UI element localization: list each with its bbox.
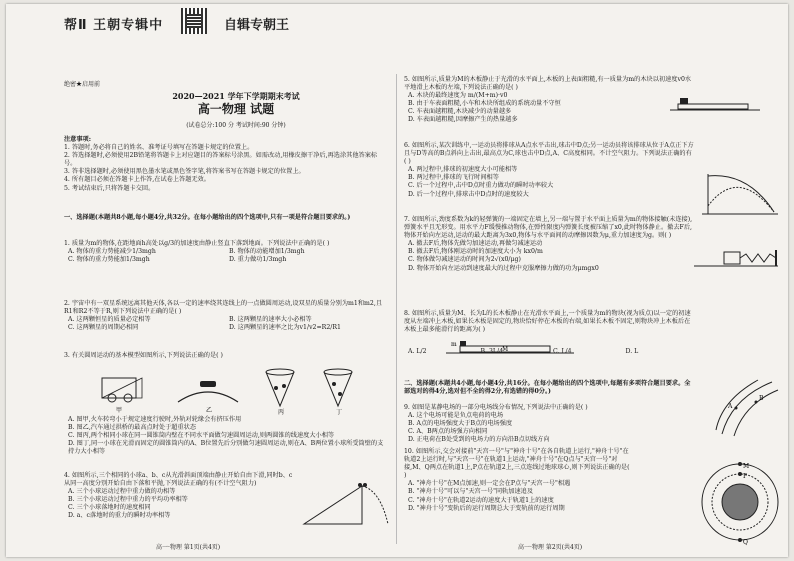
option-d: D. 车表面越粗糙,因摩擦产生的热量越多 — [408, 116, 518, 124]
note-item: 1. 答题时,务必将自己的姓名、准考证号填写在答题卡规定的位置上。 — [64, 144, 254, 152]
secret-mark: 绝密★启用前 — [64, 81, 101, 88]
option-b: B. 这两颗星的速率大小必相等 — [229, 316, 312, 324]
option-d: D. 后一个过程中,排球击中D点时的速度较大 — [408, 190, 529, 198]
fig-label-P: P — [743, 473, 748, 480]
question-stem: 5. 如图所示,质量为M的木板静止于光滑的水平面上,木板的上表面粗糙,有一质量为m的木块以初速度v0水平地滑上木板的左端,下列说法正确的是( ) — [404, 76, 692, 92]
q5-board-figure — [668, 96, 764, 116]
q7-spring-figure — [694, 250, 782, 270]
question-7 — [404, 216, 694, 273]
question-stem: 9. 如图是某静电场的一部分电场线分布情况,下列说法中正确的是( ) — [404, 404, 588, 411]
cone-funnel-figure — [324, 369, 352, 406]
option-a: A. 图甲,火车转弯小于规定速度行驶时,外轨对轮缘会有挤压作用 — [68, 416, 242, 423]
question-stem: 7. 如图所示,劲度系数为k的轻弹簧的一端固定在墙上,另一端与置于水平面上质量为m的物体接触(未连接),弹簧水平且无形变。用水平力F缓慢推动物体,在弹性限度内弹簧长度被压缩了x0,此时物体静止。撤去F后,物体开始向左运动,运动的最大距离为3x0,物体与水平面间的动摩擦因数为μ,重力加速度为g。则( ) — [404, 216, 693, 240]
question-3 — [64, 352, 386, 360]
section-two-heading: 二、选择题(本题共4小题,每小题4分,共16分。在每小题给出的四个选项中,每题有多项符合题目要求。全部选对的得4分,选对但不全的得2分,有选错的得0分。) — [404, 380, 691, 396]
option-b: B. 由于车表面粗糙,小车和木块所组成的系统动量不守恒 — [408, 100, 561, 108]
option-b: B. 撤去F后,物体刚运动时的加速度大小为 kx0/m — [408, 248, 543, 256]
fig-label-M: M — [743, 463, 750, 470]
option-a: A. L/2 — [408, 348, 427, 356]
option-b: B. 图乙,汽车通过拱桥的最高点时处于超重状态 — [68, 424, 197, 432]
q9-field-lines-figure — [712, 378, 782, 438]
exam-sheet — [6, 4, 788, 557]
option-c: C. 三个小球落地时的速度相同 — [68, 504, 151, 512]
cone-bowl-figure — [266, 369, 294, 406]
fig-label-A: A — [728, 403, 733, 410]
option-b: B. 三个小球运动过程中重力的平均功率相等 — [68, 496, 188, 504]
option-b: B. A点的电场强度大于B点的电场强度 — [408, 420, 513, 428]
option-d: D. 这两颗星的速率之比为v1/v2=R2/R1 — [229, 324, 341, 332]
q10-orbit-figure — [698, 460, 782, 544]
question-stem: 2. 宇宙中有一双星系统远离其他天体,各以一定的速率绕其连线上的一点做圆周运动,设双星的质量分别为m1和m2,且R1和R2不等于R,则下列说法中正确的是( ) — [64, 300, 383, 316]
option-d: D. 重力做功1/3mgh — [229, 256, 287, 264]
question-3-options — [64, 416, 386, 456]
exam-title: 2020—2021 学年下学期期末考试 — [172, 91, 300, 101]
header-watermark-right: 自辑专朝王 — [224, 18, 290, 33]
question-stem: 6. 如图所示,某次训练中,一运动员将排球从A点水平击出,球击中D点;另一运动员将该排球从位于A点正下方且与D等高的B点斜向上击出,最高点为C,球也击中D点,A、C高度相同。不计空气阻力。下列说法正确的有( ) — [404, 142, 694, 166]
right-page — [398, 4, 788, 557]
question-9 — [404, 404, 694, 444]
fig-label-M: M — [502, 346, 509, 353]
question-stem: 1. 质量为m的物体,在距地面h高处以g/3的加速度由静止竖直下落到地面。下列说法中正确的是( ) — [64, 240, 330, 247]
question-2 — [64, 300, 386, 332]
option-d: D. "神舟十号"变轨后的运行周期总大于变轨前的运行周期 — [408, 504, 565, 512]
question-stem: 10. 如图所示,交会对接前"天宫一号"与"神舟十号"在各自轨道上运行,"神舟十号"在轨道2上运行时,与"天宫一号"在轨道1上运动,"神舟十号"在Q点与"天宫一号"对接,M、Q两点在轨道1上,P点在轨道2上,三点连线过地球球心,则下列说法正确的是( ) — [404, 448, 630, 480]
option-a: A. 物体的重力势能减少1/3mgh — [68, 248, 156, 256]
q6-volleyball-figure — [698, 168, 782, 218]
option-c: C. L/4 — [553, 348, 572, 356]
option-a: A. 两过程中,排球的初速度大小可能相等 — [408, 166, 518, 174]
q8-board-figure — [446, 340, 576, 360]
option-b: B. "神舟十号"可以与"天宫一号"同轨加速追及 — [408, 488, 534, 496]
subject-title: 高一物理 试题 — [197, 102, 275, 116]
option-a: A. 木块的最终速度为 m/(M+m)·v0 — [408, 92, 508, 100]
page-divider — [396, 74, 397, 544]
q3-figures — [98, 364, 368, 414]
train-track-figure — [102, 378, 142, 402]
note-item: 5. 考试结束后,只将答题卡交回。 — [64, 184, 155, 192]
question-5 — [404, 76, 694, 125]
option-c: C. 后一个过程中,击中D点时重力做功的瞬时功率较大 — [408, 182, 554, 190]
note-item: 2. 答选择题时,必须使用2B铅笔将答题卡上对应题目的答案标号涂黑。如需改动,用橡皮擦干净后,再选涂其他答案标号。 — [64, 152, 378, 168]
exam-meta: (试卷总分:100 分 考试时间:90 分钟) — [186, 122, 286, 129]
option-b: B. 物体的动能增加1/3mgh — [229, 248, 305, 256]
section-one-heading: 一、选择题(本题共8小题,每小题4分,共32分。在每小题给出的四个选项中,只有一项是符合题目要求的。) — [64, 214, 351, 221]
question-6 — [404, 142, 694, 199]
notes-title: 注意事项: — [64, 136, 92, 143]
option-c: C. "神舟十号"在轨道2运动的速度大于轨道1上的速度 — [408, 496, 554, 504]
option-a: A. 撤去F后,物体先做匀加速运动,再做匀减速运动 — [408, 240, 543, 248]
right-page-footer: 高一·物理 第2页(共4页) — [518, 544, 583, 551]
option-c: C. 这两颗星的周期必相同 — [68, 324, 139, 332]
option-a: A. "神舟十号"在M点加速,则一定会在P点与"天宫一号"相遇 — [408, 480, 571, 488]
option-c: C. 物体做匀减速运动的时间为2√(x0/μg) — [408, 256, 521, 264]
option-c: C. 车表面越粗糙,木块减少的动量越多 — [408, 108, 512, 116]
option-d: D. 正电荷在B处受到的电场力的方向沿B点切线方向 — [408, 436, 550, 444]
option-d: D. L — [625, 348, 639, 356]
option-c: C. 物体的重力势能加1/3mgh — [68, 256, 150, 264]
option-d: D. a、c落地时的重力的瞬时功率相等 — [68, 512, 171, 520]
note-item: 3. 答非选择题时,必须使用黑色墨水笔或黑色签字笔,将答案书写在答题卡规定的位置上。 — [64, 168, 305, 176]
fig-label-Q: Q — [743, 539, 748, 546]
header-watermark-left: 帮Ⅱ 王朝专辑中 — [64, 18, 164, 33]
question-10 — [404, 448, 632, 513]
question-stem: 3. 有关圆周运动的基本模型如图所示,下列说法正确的是( ) — [64, 352, 223, 359]
fig-label-bing: 丙 — [278, 409, 285, 416]
fig-label-yi: 乙 — [206, 407, 213, 414]
option-a: A. 这个电场可能是负点电荷的电场 — [408, 412, 504, 420]
q4-incline-figure — [302, 480, 392, 530]
fig-label-ding: 丁 — [336, 409, 343, 416]
question-1 — [64, 240, 386, 264]
option-d: D. 图丁,同一小球在光滑而固定的圆锥筒内的A、B位置先后分别做匀速圆周运动,则在A、B两位置小球所受筒壁的支持力大小相等 — [68, 440, 384, 456]
arch-bridge-figure — [178, 381, 238, 402]
option-b: B. 两过程中,排球的飞行时间相等 — [408, 174, 499, 182]
note-item: 4. 所有题目必须在答题卡上作答,在试卷上答题无效。 — [64, 176, 210, 184]
question-stem: 4. 如图所示,三个相同的小球a、b、c从光滑斜面顶端由静止开始自由下滑,同时b、c从同一高度分别开始自由下落和平抛,下列说法正确的有(不计空气阻力) — [64, 472, 293, 488]
fig-label-jia: 甲 — [116, 407, 123, 414]
option-b: B. 3L/4 — [480, 348, 504, 356]
option-c: C. 图丙,两个相同小球在同一圆锥筒内壁在不同水平面做匀速圆周运动,则两圆锥的线速度大小相等 — [68, 432, 335, 440]
option-a: A. 三个小球运动过程中重力做的功相等 — [68, 488, 176, 496]
option-d: D. 物体开始向左运动到速度最大的过程中克服摩擦力做的功为μmgx0 — [408, 264, 599, 272]
question-stem: 8. 如图所示,质量为M、长为L的长木板静止在光滑水平面上,一个质量为m的物块(视为质点)以一定的初速度从左端冲上木板,如果长木板是固定的,物块恰好停在木板的右端,如果长木板不固定,则物块冲上木板后在木板上最多能滑行的距离为( ) — [404, 310, 691, 334]
left-page-footer: 高一·物理 第1页(共4页) — [156, 544, 221, 551]
notes-block — [64, 136, 386, 193]
fig-label-B: B — [759, 395, 764, 402]
option-a: A. 这两颗恒星的质量必定相等 — [68, 316, 151, 324]
fig-label-m: m — [451, 341, 457, 348]
left-page — [6, 4, 396, 557]
option-c: C. A、B两点的场强方向相同 — [408, 428, 488, 436]
